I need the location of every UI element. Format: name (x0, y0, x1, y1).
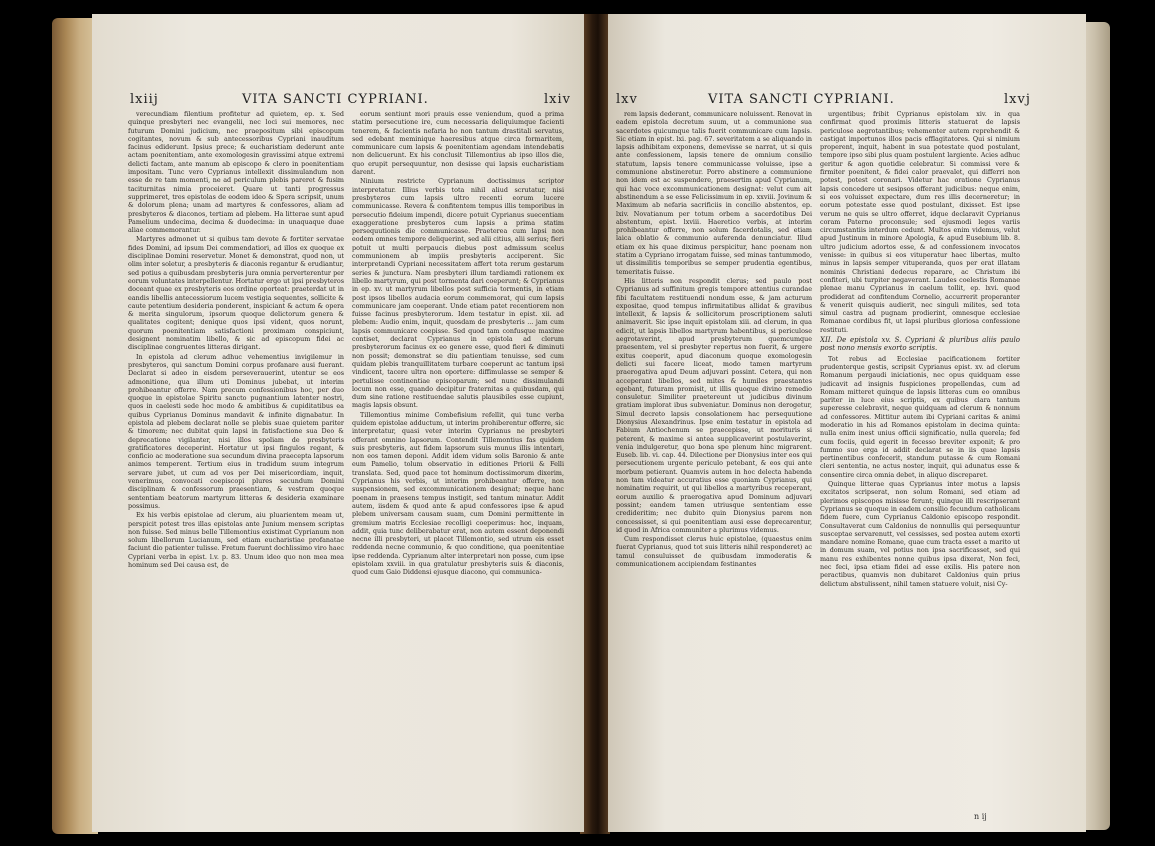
paragraph: Ex his verbis epistolae ad clerum, aiu pluarientem meam ut, perspicit potest tres illas epistolas ante Junium mensem scriptas non fuisse. Sed minus belle Tillemontius existimat Cyprianum non solum libellorum Lucianum, sed etiam eucharistiae profanatae faciunt dio patienter tulisse. Fretum fuerunt dochlissimo viro haec Cypriani verba in epist. l.v. p. 83. Unum ideo quo non mea mea hominum sed Dei causa est, de (128, 511, 344, 570)
left-page-column-1 (128, 110, 344, 822)
page-number-right: lxiv (544, 92, 571, 107)
paragraph: Martyres admonet ut si quibus tam devote & fortiter servatae fides Domini, ad ipsum Dei commendatiori, ad illos ex quoque ex disciplinae Domini reservetur. Monet & demonstrat, quod non, ut olim inter soletur, a presbyteris & diaconis regantur & erudiantur, sed potius a quibusdam presbyteris jura omnia perverterentur per eorum voluntates interpellentur. Hortatur ergo ut ipsi presbyteros doceant quae ex presbyteris eos ordine oporteat: praeterdat ut in eandis libellis antecessiorum lucem vestigia sequentes, sollicite & caute petentium desideria ponderent, inspiciant & actum & opera & merita singulorum, ipsorum quoque delictorum genera & qualitates cogitent; denique quos ipsi vident, quos norunt, quorum poenitentiam satisfactioni proximam conspiciunt, designent nominatim libello, & sic ad episcopum fidei ac disciplinae congruentes litteras dirigant. (128, 235, 344, 352)
right-page (608, 14, 1086, 832)
book-spine (580, 14, 610, 834)
paragraph: Cum respondisset clerus huic epistolae, (quaestus enim fuerat Cyprianus, quod tot suis litteris nihil responderet) ac tamul consuluisset de quibusdam immoderatis & communicationem accipiendam festinantes (616, 535, 812, 569)
paragraph: Tillemontius minime Combefisium refellit, qui tunc verba quidem epistolae adductum, ut interim prohiberentur offerre, sic interpretatur, quasi veter interim Cyprianus ne presbyteri offerant omnino lapsorum. Contendit Tillemontius fas quidem suis presbyteris, aut fidem lapsorum suis munus illis intentari, non eos tamen deponi. Addit idem vidum solis Baronio & ante eum Pamelio, tolum observatio in editiones Priorii & Felli translata. Sed, quod pace tot hominum doctissimorum dixerim, Cyprianus his verbis, ut interim prohibeantur offerre, non suspensionem, sed excommunicationem designat; neque hanc poenam in praesens tempus instigit, sed tantum minatur. Addit autem, iisdem & quod ante & apud confessores ipse & apud plebem universam causam suam, cum Domini permittente in gremium matris Ecclesiae recolligi coeperimus: hoc, inquam, addit, quia tunc deliberabatur erat, non autem essent deponendi necne illi presbyteri, ut placet Tillemontio, sed utrum eis esset reddenda necne communio, & quo conditione, qua poenitentiae ipse reddenda. Cyprianum alter interpretari non posse, cum ipse epistolam xxviii. in qua gratulatur presbyteris suis & diaconis, quod cum Gaio Diddensi ejusque diacono, qui communica- (352, 410, 564, 577)
paragraph: eorum sentiunt mori prauis esse veniendum, quod a prima statim persecutione ire, cum necessaria deliquiumque facienti tenerem, & facientis nefaria ho non tantum drastitali servatus, sed edebant meminique haeresibus atque circa formaritem, communicare cum lapsis & poenitentiam agendam intendebatis non delicuerunt. Ex his conclusit Tillemontius ab ipso illos die, quo erupit persequuntur, non desisse qui lapsis eucharistiam darent. (352, 110, 564, 177)
right-page-column-2 (820, 110, 1020, 810)
open-book (52, 8, 1110, 838)
left-page-column-2 (352, 110, 564, 822)
page-number-left: lxv (616, 92, 638, 107)
paragraph: Ninium restricte Cyprianum doctissimus scriptor interpretatur. Illius verbis tota nihil aliud scrutatur, nisi presbyteros cum lapsis ultro recenti eorum lucere communicasse. Revera & confitentem tempus illis temporibus in persecutio fideium impendi, dicere potuit Cyprianus suecentiam exaggeratione presbyteros cum lapsis a prima statim persequutionis die communicasse. Praeterea cum lapsi non eodem omnes tempore deliquerint, sed alii citius, alii serius; fieri potuit ut multi perpaucis diebus post admissum scelus communionem ab impiis presbyteris acciperent. Sic interpretandi Cypriani necessitatem affert tota rerum gestarum series & junctura. Nam presbyteri illum tardiamdi rationem ex libello martyrum, qui post tormenta dari coeperunt; & Cyprianus in ep. xv. ut martyrum libellos post sufficia tormentis, in etiam post ipsos libellos audacia eorum commemorat, qui cum lapsis communicare jam coeperant. Unde etiam patet recentiorem non fuisse facinus presbyterorum. Idem testatur in epist. xii. ad plebem: Audio enim, inquit, quosdam de presbyteris ... jam cum lapsis communicare coepisse. Sed quod tam confusque maxime contiset, declarat Cyprianus in epistola ad clerum presbyterorum facinus ex eo genere esse, quod fieri & diminuti non possit; demonstrat se diu patientiam tenuisse, sed cum quidam plebis tranquillitatem turbare coeperunt ac tantum ipsi vindicent, tacere ultra non oportere: diffimulasse se semper & pertulisse continentiae episcoparum; sed nunc dissimulandi locum non esse, quando decipitur fraternitas a quibusdam, qui dum sine ratione restituendae salutis plausibiles esse cupiunt, magis lapsis obsunt. (352, 177, 564, 410)
running-title-right: VITA SANCTI CYPRIANI. (708, 92, 895, 107)
signature-mark: n ij (974, 812, 987, 821)
paragraph: Quinque litterae quas Cyprianus inter motus a lapsis excitatos scripserat, non solum Romani, sed etiam ad plerimos episcopos misisse ferunt; quinque illi rescripserant Cyprianus se quoque in eadem consilio fecundum catholicam fidem fuere, cum Cyprianus Caldonio episcopo respondit. Consultaverat cum Caldonius de nonnullis qui persequuntur susceptae servarenutt, vel cessisses, sed postea autem exorti mandare nomine Romane, quae cum tracta esset a marito ut in domum suam, vel potius non ipsa sacrificasset, sed qui manu res exhibentes nonne quibus ipsa dixerat, Non feci, nec feci, ipsa etiam fidei ad esse exilis. His patere non peractibus, quamvis non dubitaret Caldonius quin prius delictum abstulissent, nihil tamen statuere voluit, nisi Cy- (820, 480, 1020, 588)
page-number-left: lxiij (130, 92, 159, 107)
running-title-left: VITA SANCTI CYPRIANI. (242, 92, 429, 107)
section-heading: XII. De epistola xv. S. Cypriani & pluribus aliis paulo post nono mensis exorto scriptis. (820, 336, 1020, 353)
paragraph: His litteris non respondit clerus; sed paulo post Cyprianus ad suffinitum gregis tempore attentius curandae fibi facultatem restituendi nondum esse, & jam acturum expositae, quod tempus infirmitatibus allidat & gravibus intellexit, & lapsis & sollicitorum proscriptionem saluti animaverit. Sic ipse inquit epistolam xiii. ad clerum, in qua edicit, ut lapsis libellos martyrum habentibus, si periculose aegrotaverint, apud presbyterum quemcumque praesentem, vel si presbyter repertus non fuerit, & urgere exitus coeperit, apud diaconum quoque exomologesin delicti sui facere liceat, modo tamen martyrum praerogativa apud Deum adjuvari possint. Cetera, qui non acceperant libellos, sed mites & humiles praestantes egebant, futuram promisit, ut illis quoque divino remedio consuletur. Similiter praetereunt ut judicibus divinum gratiam implorat ibus subveniatur. Dominus non derogetur, Simul decreto lapsis consolationem hac persequutione Dionysius Alexandrinus. Ipse enim testatur in epistola ad Fabium Antiochenum se praecepisse, ut morituris si peterent, & maxime si antea supplicaverint postulaverint, venia indulgeretur, quo bona spe plenum hinc migrarent. Euseb. lib. vi. cap. 44. Dilectione per Dionysius inter eos qui persecutionem urgente periculo petebant, & eos qui ante morbum petierant. Quamvis autem in hoc delecta habenda non tam videatur accuratius esse quoniam Cyprianus, qui nominatim requirit, ut qui libellos a martyribus receperant, eorum auxilio & praerogativa apud Dominum adjuvari possint; eandem tamen utriusque sententiam esse credideritim; nec dubito quin Dionysius parem non concessisset, si qui poenitentiam ausi esse deprecarentur, id quod in Africa communiter a plurimus videmus. (616, 276, 812, 534)
page-number-right: lxvj (1004, 92, 1031, 107)
left-page (92, 14, 584, 832)
right-page-column-1 (616, 110, 812, 822)
paragraph: urgentibus; fribit Cyprianus epistolam xiv. in qua confirmat quod proximis litteris statuerat de lapsis periculose aegrotantibus; vehementer autem reprehendit & castigat importunos illos pacis efflagitatores. Qui si nimium properent, inquit, habent in sua potestate quod postulant, tempore ipso sibi plus quam postulent largiente. Acies adhuc geritur & agon quotidie celebratur. Si commissi vere & firmiter poenitent, & fidei calor praevalet, qui differri non potest, potest coronari. Videtur hac oratione Cyprianus lapsis concedere ut sesipsos offerant judicibus: neque enim, si eos voluisset expectare, dum res illis decerneretur; in eorum potestate esse quod postulant, dixisset. Est ipse verum ne quis se ultro offerret, idque declaravit Cyprianus coram Paterno proconsule; sed ejusmodi leges variis circumstantiis interdum cedunt. Multos enim videmus, velut apud Justinum in minore Apologia, & apud Eusebium lib. 8. ultro judicium adortos esse, & ad confessionem invocatos venisse: in quibus si eos vituperatur haec libertas, multo minus in lapsis semper vituperanda, quos per erat illatam nominis Christiani dedecus reparare, ac Christum ibi confiteri, ubi turpiter negaverant. Laudes coelestis Romanae plenae manu Cyprianus in caelum tollit, ep. lxvi. quod prodiderat ad confitendum Cornelio, accurrerit properanter & venerit quisquis audierit, nec singuli milites, sed tota simul castra ad pugnam prodierint, omnesque ecclesiae Romanae cordibus fit, ut lapsi pluribus gloriosa confessione restituti. (820, 110, 1020, 334)
paragraph: verecundiam filentium profitetur ad quietem, ep. x. Sed quinque presbyteri nec evangelii, nec loci sui memores, nec futurum Domini judicium, nec praepositum sibi episcopum cogitantes, novum & sub antecessoribus Cypriani inauditum facinus ediderunt. Ipsius prece; & eucharistiam dederunt ante actam poenitentiam, ante exomologesin gravissimi atque extremi delicti factam, ante manum ab episcopo & clero in poenitentiam impositam. Tunc vero Cyprianus intellexit dissimulandum non esse de re tam momenti, ne ad periculum plebis pareret & fusim taciturnitas nimia proceieret. Quare ut tanti progressus supprimeret, tres epistolas de eodem ideo & Spera scripsit, unum & dolorum plena; unam ad martyres & confessores, aliam ad presbyteros & diaconos, tertiam ad plebem. Ha litterae sunt apud Pamelium undecima, decima & duodecima: in unaquaque duae aliae commemorantur. (128, 110, 344, 235)
paragraph: In epistola ad clerum adhuc vehementius invigilemur in presbyteros, qui sanctum Domini corpus profanare ausi fuerant. Declarat si adeo in eisdem perseverauerint, utentur se eos admonitione, qua illum uti Dominus jubebat, ut interim prohibeantur offerre. Nam precum confessionibus hoc, per duo quoque in epistolae Spiritu sancto pugnantium latenter nostri, quos in caelesti sede hoc modo & ambitibus & cupiditatibus ea quibus Cyprianus Dominus mandavit & infinite dignabatur. In epistola ad plebem declarat nolle se plebis suae quietem pariter & timorem; nec dubitat quin lapsi in fatisfactione sua Deo & deprecatione vigilanter, nisi illos spoliam de presbyteris gratificatores deceperint. Hortatur ut ipsi fingulos regant, & conficio ac moderatione sua secundum divina praecepta lapsorum animos temperent. Tertium eius in tradidum suum integrum servare jubet, ut cum ad vos per Dei misericordiam, inquit, venerimus, convocati coepiscopi plures secundum Domini disciplinam & confessorum praesentiam, & vestram quoque sententiam beatorum martyrum litteras & desideria examinare possimus. (128, 352, 344, 510)
paragraph: rem lapsis dederant, communicare noluissent. Renovat in eadem epistola decretum suum, ut a communione sua sacerdotes quicumque talis fuerit communicare cum lapsis. Sic etiam in epist. lxi. pag. 67. severitatem a se aliquando in lapsis adhibitam exponens, demevisse se narrat, ut si quis ante confessionem, lapsis tenere de omnium consilio statutum, lapsis tenere communicasse voluisse, ipse a communione abstineretur. Porro abstinere a communione non idem est ac suspendere, praesertim apud Cyprianum, qui hac voce excommunicationem designat: velut cum ait abstinendum a se esse Felicissimum in ep. xxviii. Jovinum & Maximum ab nefaria sacrificiis in concilio abstentos, ep. lxiv. Novatianum per totum orbem a sacerdotibus Dei abstentum, epist. lxviii. Haeretico verbis, at interim prohibeantur offerre, non solum facerdotalis, sed etiam laica oblatio & communio auferenda denunciatur. Illud etiam ex his quae diximus perspicitur, hanc poenam non statim a Cypriano irrogatam fuisse, sed minas tantummodo, ut dissimilitis temporibus se semper prudentia egentibus, temeritatis fuisse. (616, 110, 812, 276)
paragraph: Tot rebus ad Ecclesiae pacificationem fortiter prudenterque gestis, scripsit Cyprianus epist. xv. ad clerum Romanum pergaudi iniciationis, nec opus quidquam esse judicavit ad insignis fuspiciones propellendas, cum ad Romam mitteret quinque de lapsis litteras cum eo omnibus pariter in luce eius scriptis, ex quibus clara tantum superesse celebravit, neque quidquam ad clerum & nonnum ad confessores. Mittitur autem ibi Cypriani caritas & animi moderatio in his ad Romanos epistolam in decima quinta: nulla enim inest unius officii significatio, nulla querela; fed cum fociis, quid egerit in fecesso breviter exponit; & pro fummo suo erga id addit declarat se in iis quae lapsis pertinentibus confecerit, standum putasse & cum Romani cleri sententia, ne actus noster, inquit, qui adunatus esse & consentire circa omnia debet, in aliquo discreparet. (820, 354, 1020, 479)
